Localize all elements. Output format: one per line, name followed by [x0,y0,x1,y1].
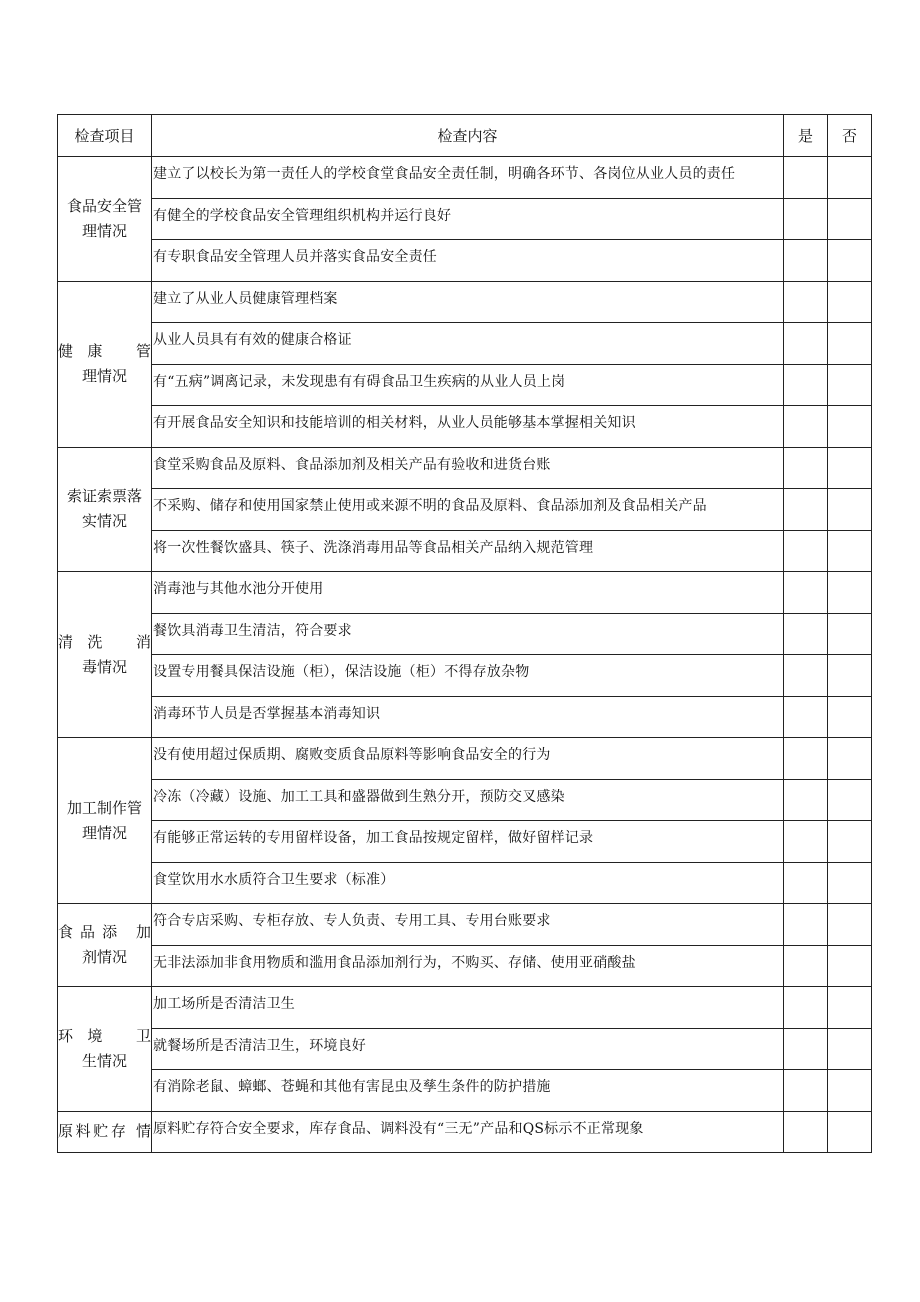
category-label: 索证索票落 [66,487,142,506]
no-mark-cell[interactable] [828,198,872,240]
check-item-text: 将一次性餐饮盛具、筷子、洗涤消毒用品等食品相关产品纳入规范管理 [152,530,784,572]
category-label: 理情况 [81,823,127,842]
header-content: 检查内容 [152,115,784,157]
table-row [58,738,872,780]
table-row [58,862,872,904]
yes-mark-cell[interactable] [784,489,828,531]
no-mark-cell[interactable] [828,489,872,531]
yes-mark-cell[interactable] [784,613,828,655]
check-item-text: 食堂采购食品及原料、食品添加剂及相关产品有验收和进货台账 [152,447,784,489]
header-row [58,115,872,157]
yes-mark-cell[interactable] [784,530,828,572]
check-item-text: 有开展食品安全知识和技能培训的相关材料，从业人员能够基本掌握相关知识 [152,406,784,448]
table-row [58,323,872,365]
yes-mark-cell[interactable] [784,572,828,614]
table-row [58,489,872,531]
table-row [58,240,872,282]
check-item-text: 没有使用超过保质期、腐败变质食品原料等影响食品安全的行为 [152,738,784,780]
no-mark-cell[interactable] [828,572,872,614]
no-mark-cell[interactable] [828,821,872,863]
table-body [58,157,872,1153]
check-item-text: 建立了从业人员健康管理档案 [152,281,784,323]
no-mark-cell[interactable] [828,696,872,738]
table-row [58,987,872,1029]
table-row [58,779,872,821]
category-cell [58,1111,152,1153]
no-mark-cell[interactable] [828,1070,872,1112]
category-label: 理情况 [81,221,127,240]
category-label: 剂情况 [81,948,127,966]
check-item-text: 冷冻（冷藏）设施、加工工具和盛器做到生熟分开，预防交叉感染 [152,779,784,821]
yes-mark-cell[interactable] [784,323,828,365]
yes-mark-cell[interactable] [784,447,828,489]
yes-mark-cell[interactable] [784,157,828,199]
no-mark-cell[interactable] [828,655,872,697]
category-label: 食品安全管 [66,196,142,215]
table-row [58,945,872,987]
check-item-text: 符合专店采购、专柜存放、专人负责、专用工具、专用台账要求 [152,904,784,946]
no-mark-cell[interactable] [828,1028,872,1070]
yes-mark-cell[interactable] [784,987,828,1029]
yes-mark-cell[interactable] [784,198,828,240]
category-cell [58,281,152,447]
category-label: 生情况 [81,1051,127,1070]
table-row [58,696,872,738]
category-label: 毒情况 [81,657,127,676]
no-mark-cell[interactable] [828,904,872,946]
no-mark-cell[interactable] [828,1111,872,1153]
check-item-text: 建立了以校长为第一责任人的学校食堂食品安全责任制，明确各环节、各岗位从业人员的责任 [152,157,784,199]
check-item-text: 有健全的学校食品安全管理组织机构并运行良好 [152,198,784,240]
table-row [58,281,872,323]
check-item-text: 消毒环节人员是否掌握基本消毒知识 [152,696,784,738]
check-item-text: 有能够正常运转的专用留样设备，加工食品按规定留样，做好留样记录 [152,821,784,863]
check-item-text: 就餐场所是否清洁卫生，环境良好 [152,1028,784,1070]
table-row [58,1111,872,1153]
category-label: 食品添 加 [58,923,151,941]
table-row [58,904,872,946]
category-cell [58,447,152,572]
check-item-text: 消毒池与其他水池分开使用 [152,572,784,614]
no-mark-cell[interactable] [828,406,872,448]
no-mark-cell[interactable] [828,613,872,655]
table-row [58,447,872,489]
yes-mark-cell[interactable] [784,779,828,821]
category-label: 实情况 [81,512,127,531]
table-row [58,406,872,448]
yes-mark-cell[interactable] [784,696,828,738]
yes-mark-cell[interactable] [784,1028,828,1070]
check-item-text: 不采购、储存和使用国家禁止使用或来源不明的食品及原料、食品添加剂及食品相关产品 [152,489,784,531]
no-mark-cell[interactable] [828,281,872,323]
no-mark-cell[interactable] [828,157,872,199]
check-item-text: 从业人员具有有效的健康合格证 [152,323,784,365]
category-label: 环境 卫 [58,1026,151,1045]
no-mark-cell[interactable] [828,987,872,1029]
yes-mark-cell[interactable] [784,1111,828,1153]
inspection-table [57,114,872,1153]
category-label: 原料贮存 情 [58,1122,151,1141]
no-mark-cell[interactable] [828,323,872,365]
category-cell [58,904,152,987]
table-row [58,364,872,406]
category-cell [58,157,152,282]
table-row [58,613,872,655]
category-label: 理情况 [81,367,127,385]
no-mark-cell[interactable] [828,862,872,904]
table-row [58,821,872,863]
header-yes: 是 [784,115,828,157]
table-row [58,198,872,240]
yes-mark-cell[interactable] [784,862,828,904]
table-row [58,572,872,614]
no-mark-cell[interactable] [828,240,872,282]
category-label: 加工制作管 [66,798,142,817]
yes-mark-cell[interactable] [784,738,828,780]
no-mark-cell[interactable] [828,530,872,572]
check-item-text: 无非法添加非食用物质和滥用食品添加剂行为，不购买、存储、使用亚硝酸盐 [152,945,784,987]
header-item: 检查项目 [58,115,152,157]
yes-mark-cell[interactable] [784,240,828,282]
yes-mark-cell[interactable] [784,945,828,987]
category-cell [58,738,152,904]
table-row [58,655,872,697]
check-item-text: 有“五病”调离记录，未发现患有有碍食品卫生疾病的从业人员上岗 [152,364,784,406]
yes-mark-cell[interactable] [784,821,828,863]
category-cell [58,572,152,738]
category-cell [58,987,152,1112]
table-row [58,530,872,572]
yes-mark-cell[interactable] [784,904,828,946]
no-mark-cell[interactable] [828,738,872,780]
table-row [58,157,872,199]
table-row [58,1028,872,1070]
no-mark-cell[interactable] [828,779,872,821]
yes-mark-cell[interactable] [784,281,828,323]
check-item-text: 餐饮具消毒卫生清洁，符合要求 [152,613,784,655]
check-item-text: 有专职食品安全管理人员并落实食品安全责任 [152,240,784,282]
yes-mark-cell[interactable] [784,655,828,697]
check-item-text: 原料贮存符合安全要求，库存食品、调料没有“三无”产品和QS标示不正常现象 [152,1111,784,1153]
category-label: 清洗 消 [58,632,151,651]
check-item-text: 加工场所是否清洁卫生 [152,987,784,1029]
check-item-text: 设置专用餐具保洁设施（柜），保洁设施（柜）不得存放杂物 [152,655,784,697]
yes-mark-cell[interactable] [784,1070,828,1112]
table-row [58,1070,872,1112]
no-mark-cell[interactable] [828,447,872,489]
yes-mark-cell[interactable] [784,406,828,448]
category-label: 健康 管 [58,342,151,360]
check-item-text: 有消除老鼠、蟑螂、苍蝇和其他有害昆虫及孳生条件的防护措施 [152,1070,784,1112]
check-item-text: 食堂饮用水水质符合卫生要求（标准） [152,862,784,904]
no-mark-cell[interactable] [828,945,872,987]
no-mark-cell[interactable] [828,364,872,406]
header-no: 否 [828,115,872,157]
yes-mark-cell[interactable] [784,364,828,406]
